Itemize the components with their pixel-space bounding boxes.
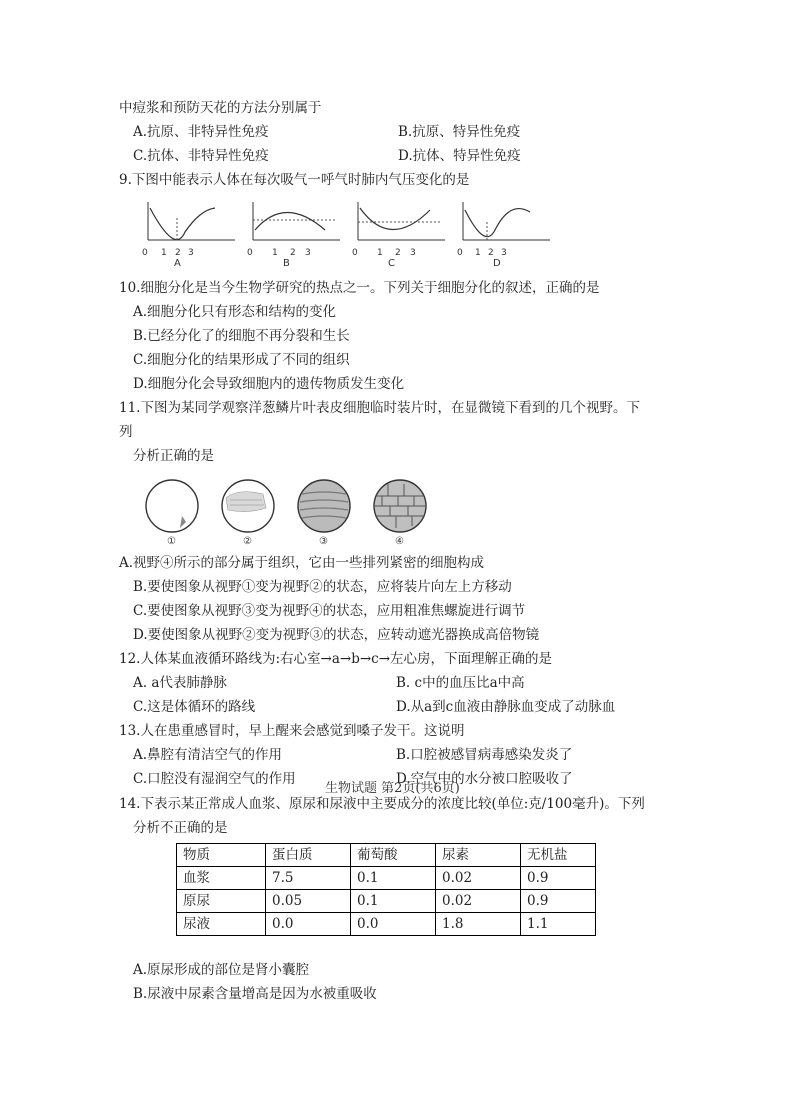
- microscope-view-4: [370, 478, 430, 550]
- table-cell: 1.1: [521, 913, 596, 936]
- q9-graph-c-tick-3: 3: [410, 248, 416, 258]
- q10-stem: 10.细胞分化是当今生物学研究的热点之一。下列关于细胞分化的叙述，正确的是: [119, 280, 600, 296]
- table-row: [177, 890, 596, 913]
- microscope-view-1: [142, 478, 202, 550]
- table-cell: 原尿: [177, 890, 266, 913]
- q9-graph-a-tick-0: 0: [142, 248, 148, 258]
- table-cell: 0.9: [521, 890, 596, 913]
- table-cell: 0.05: [266, 890, 351, 913]
- microscope-view-3: [294, 478, 354, 550]
- q9-graph-b-label: B: [283, 258, 290, 269]
- table-header-cell: 蛋白质: [266, 844, 351, 867]
- q10-option-d: D.细胞分化会导致细胞内的遗传物质发生变化: [133, 376, 405, 392]
- q9-graph-c-label: C: [388, 258, 395, 269]
- q14-option-b: B.尿液中尿素含量增高是因为水被重吸收: [133, 986, 377, 1002]
- q8-option-a: A.抗原、非特异性免疫: [133, 124, 269, 140]
- table-cell: 0.9: [521, 867, 596, 890]
- q11-option-a: A.视野④所示的部分属于组织，它由一些排列紧密的细胞构成: [119, 555, 485, 571]
- q9-graph-c-tick-0: 0: [352, 248, 358, 258]
- q9-graph-d-tick-2: 2: [488, 248, 494, 258]
- table-cell: 0.0: [266, 913, 351, 936]
- q14-stem-line1: 14.下表示某正常成人血浆、原尿和尿液中主要成分的浓度比较(单位:克/100毫升)。下列: [119, 796, 645, 812]
- page-footer: 生物试题 第2页(共6页): [325, 781, 460, 796]
- q14-stem-line2: 分析不正确的是: [133, 820, 228, 836]
- q13-option-d: D.空气中的水分被口腔吸收了: [396, 771, 573, 787]
- q9-graph-b-tick-0: 0: [247, 248, 253, 258]
- table-cell: 0.02: [436, 890, 521, 913]
- q12-option-b: B. c中的血压比a中高: [396, 675, 525, 691]
- view-4-label: ④: [395, 536, 404, 547]
- q13-option-b: B.口腔被感冒病毒感染发炎了: [396, 747, 573, 763]
- q8-option-b: B.抗原、特异性免疫: [398, 124, 521, 140]
- q11-stem-line3: 分析正确的是: [133, 448, 214, 464]
- q12-option-c: C.这是体循环的路线: [133, 699, 256, 715]
- q9-graph-b-tick-2: 2: [290, 248, 296, 258]
- q11-stem-line2: 列: [119, 424, 133, 440]
- q12-stem: 12.人体某血液循环路线为:右心室→a→b→c→左心房，下面理解正确的是: [119, 651, 553, 667]
- q14-option-a: A.原尿形成的部位是肾小囊腔: [133, 962, 310, 978]
- q11-option-d: D.要使图象从视野②变为视野③的状态，应转动遮光器换成高倍物镜: [133, 627, 540, 643]
- q9-graph-d: [455, 200, 555, 269]
- q9-graph-a-tick-1: 1: [161, 248, 167, 258]
- view-2-label: ②: [243, 536, 252, 547]
- q9-graph-c-tick-1: 1: [377, 248, 383, 258]
- q9-graph-a-tick-2: 2: [175, 248, 181, 258]
- q13-option-c: C.口腔没有湿润空气的作用: [133, 771, 296, 787]
- table-cell: 0.02: [436, 867, 521, 890]
- q12-option-d: D.从a到c血液由静脉血变成了动脉血: [396, 699, 616, 715]
- microscope-view-2: [218, 478, 278, 550]
- q9-graph-d-tick-1: 1: [475, 248, 481, 258]
- table-header-cell: 无机盐: [521, 844, 596, 867]
- table-cell: 尿液: [177, 913, 266, 936]
- q13-stem: 13.人在患重感冒时，早上醒来会感觉到嗓子发干。这说明: [119, 723, 465, 739]
- q9-graph-c: [350, 200, 450, 269]
- q8-option-c: C.抗体、非特异性免疫: [133, 148, 269, 164]
- q9-graph-b-tick-1: 1: [272, 248, 278, 258]
- table-cell: 血浆: [177, 867, 266, 890]
- q9-graph-d-tick-0: 0: [457, 248, 463, 258]
- table-cell: 0.0: [351, 913, 436, 936]
- table-cell: 0.1: [351, 867, 436, 890]
- q11-option-b: B.要使图象从视野①变为视野②的状态，应将装片向左上方移动: [133, 579, 512, 595]
- table-row: [177, 913, 596, 936]
- table-header-cell: 尿素: [436, 844, 521, 867]
- view-3-label: ③: [319, 536, 328, 547]
- table-row: [177, 867, 596, 890]
- q9-graphs: [140, 200, 560, 269]
- table-header-cell: 葡萄酸: [351, 844, 436, 867]
- q9-graph-b: [245, 200, 345, 269]
- table-cell: 7.5: [266, 867, 351, 890]
- q9-graph-a: [140, 200, 240, 269]
- q9-graph-a-label: A: [174, 258, 181, 269]
- q9-graph-d-tick-3: 3: [501, 248, 507, 258]
- concentration-table: [176, 843, 596, 936]
- q10-option-a: A.细胞分化只有形态和结构的变化: [133, 304, 337, 320]
- table-cell: 0.1: [351, 890, 436, 913]
- q9-graph-c-tick-2: 2: [395, 248, 401, 258]
- q8-stem-tail: 中痘浆和预防天花的方法分别属于: [119, 100, 322, 116]
- q10-option-c: C.细胞分化的结果形成了不同的组织: [133, 352, 350, 368]
- q12-option-a: A. a代表肺静脉: [133, 675, 227, 691]
- view-1-label: ①: [167, 536, 176, 547]
- table-header-row: [177, 844, 596, 867]
- q11-stem-line1: 11.下图为某同学观察洋葱鳞片叶表皮细胞临时装片时，在显微镜下看到的几个视野。下: [119, 400, 640, 416]
- q13-option-a: A.鼻腔有清洁空气的作用: [133, 747, 283, 763]
- table-header-cell: 物质: [177, 844, 266, 867]
- table-cell: 1.8: [436, 913, 521, 936]
- q8-option-d: D.抗体、特异性免疫: [398, 148, 521, 164]
- q9-stem: 9.下图中能表示人体在每次吸气一呼气时肺内气压变化的是: [119, 172, 470, 188]
- q9-graph-b-tick-3: 3: [305, 248, 311, 258]
- q10-option-b: B.已经分化了的细胞不再分裂和生长: [133, 328, 350, 344]
- q9-graph-d-label: D: [493, 258, 501, 269]
- q9-graph-a-tick-3: 3: [188, 248, 194, 258]
- q11-option-c: C.要使图象从视野③变为视野④的状态，应用粗准焦螺旋进行调节: [133, 603, 526, 619]
